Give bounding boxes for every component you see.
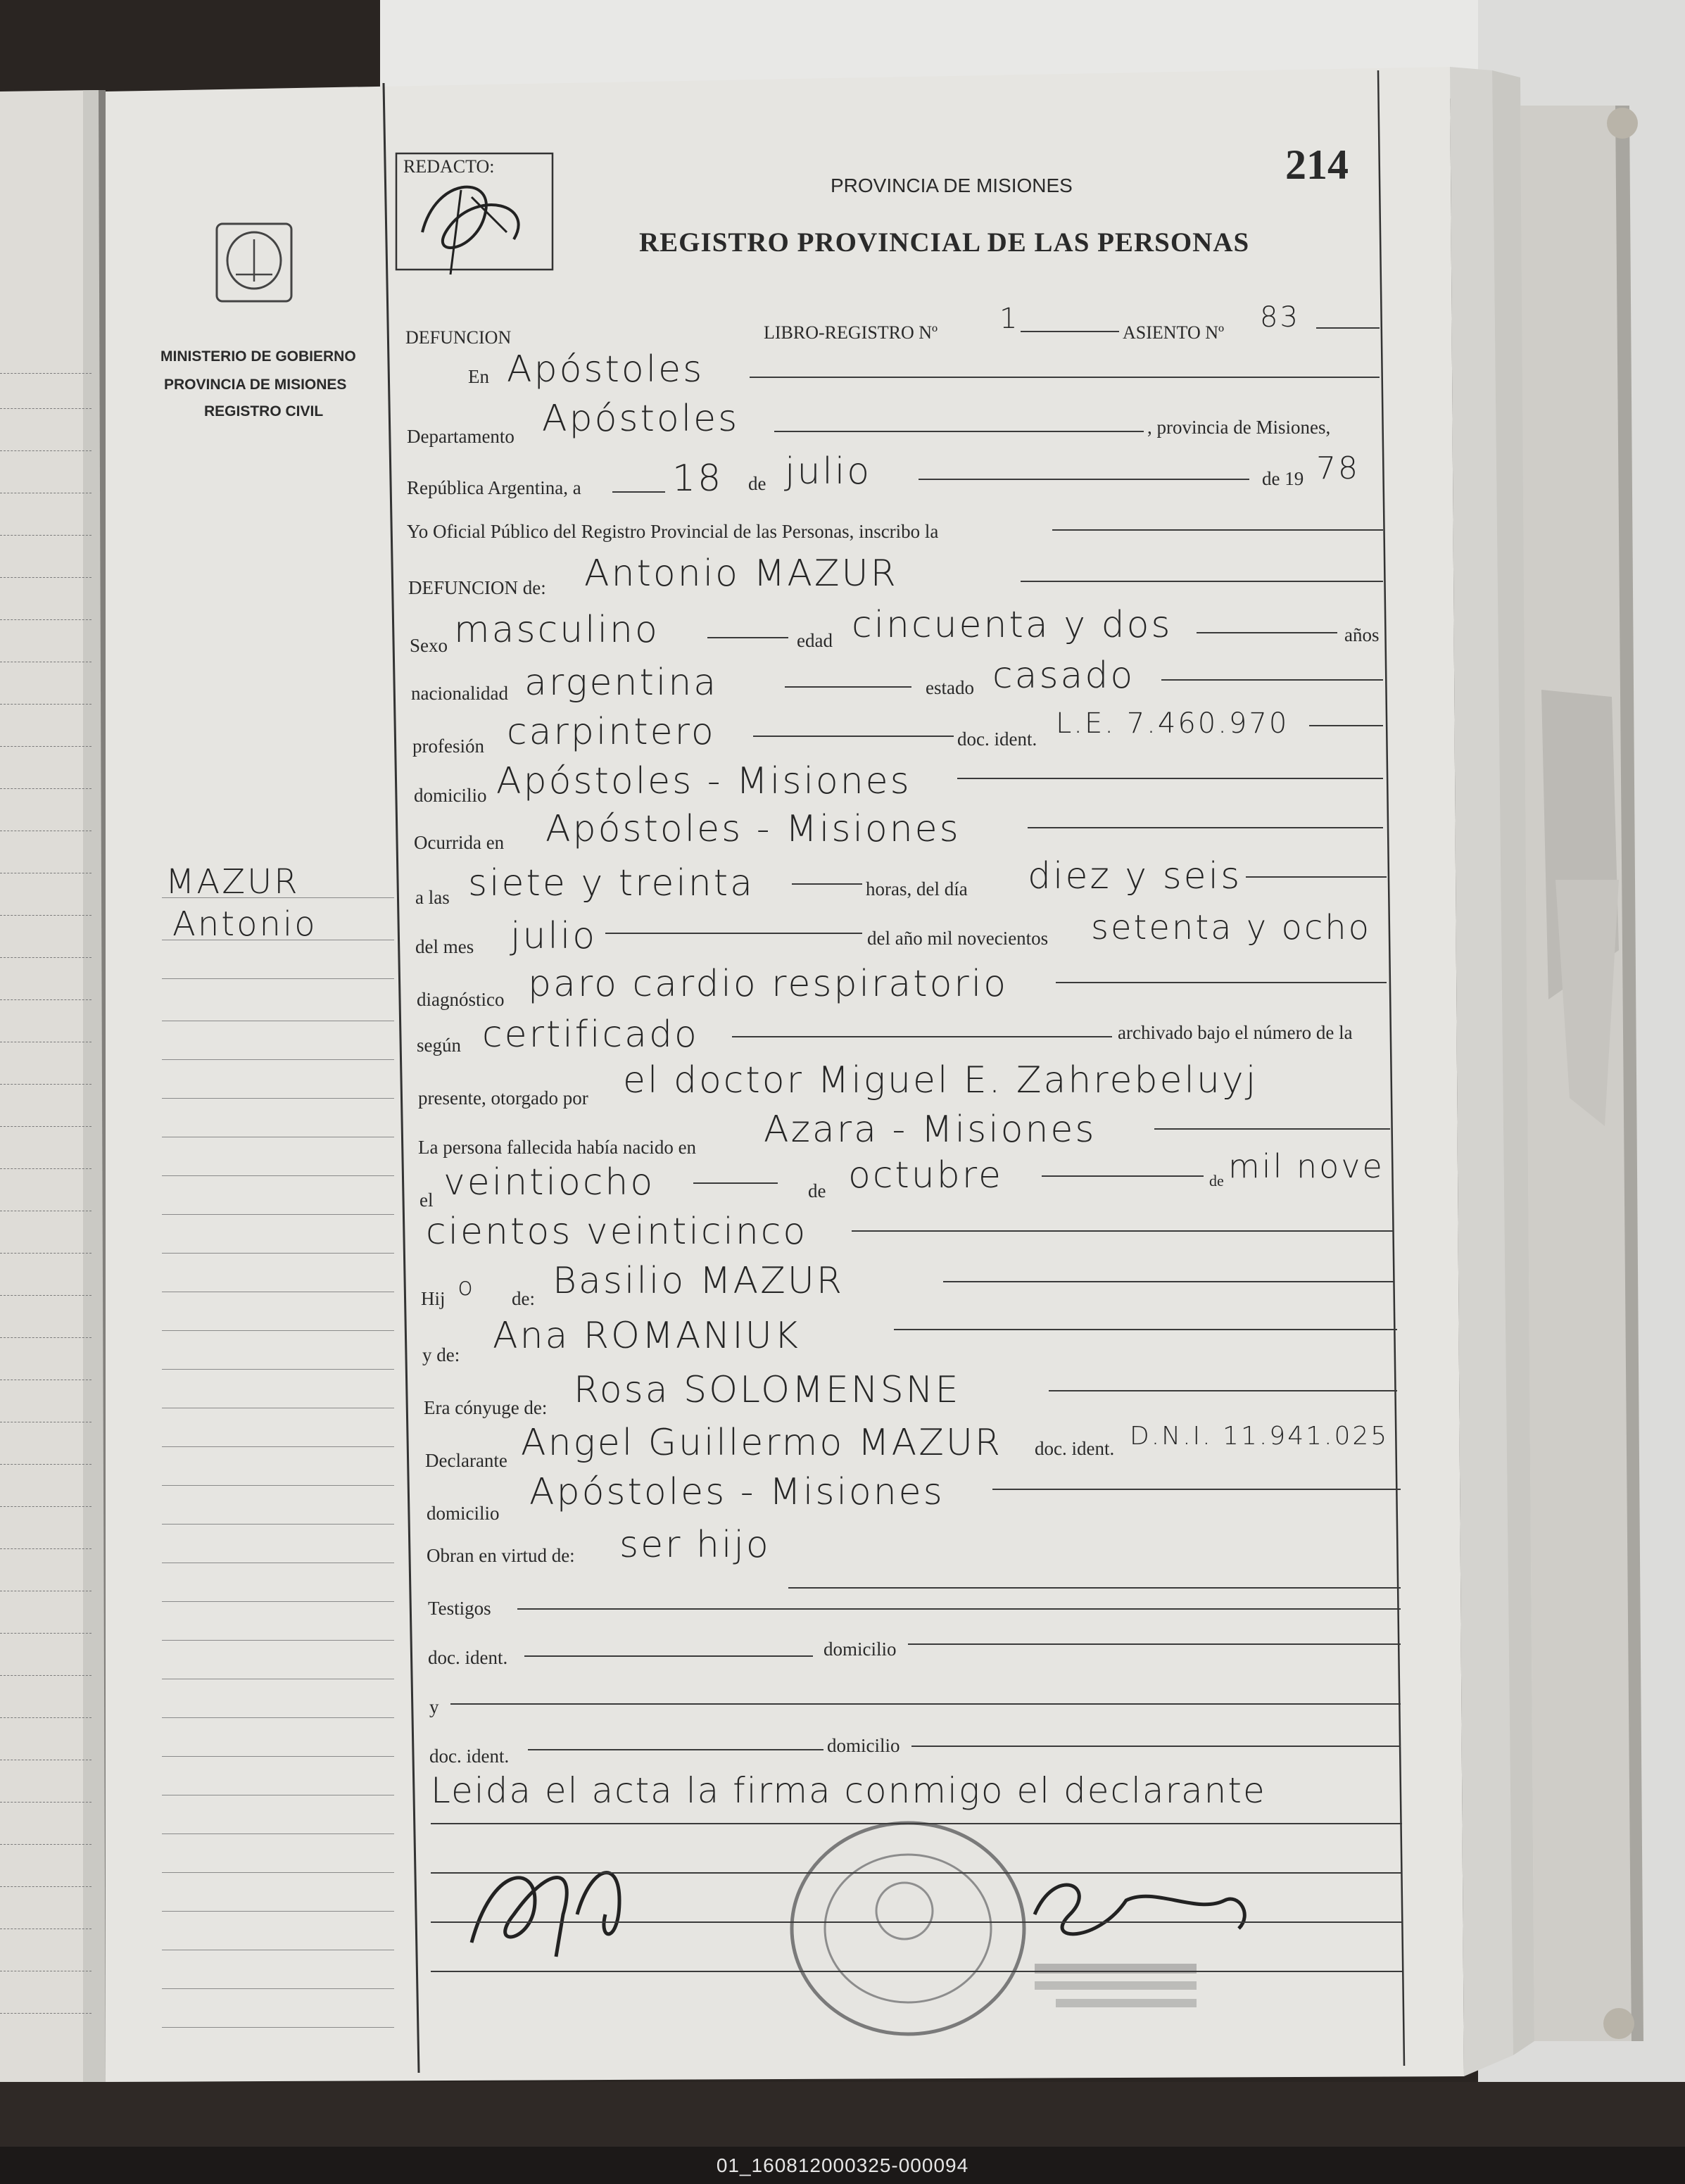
nac-mes-value: octubre — [848, 1154, 1003, 1197]
anios-label: años — [1344, 624, 1380, 645]
sexo-label: Sexo — [410, 635, 448, 656]
nacionalidad-value: argentina — [524, 662, 719, 704]
diagnostico-label: diagnóstico — [417, 989, 505, 1010]
delmes-label: del mes — [415, 936, 474, 957]
closing-text: Leida el acta la firma conmigo el declarante — [431, 1770, 1266, 1811]
image-caption: 01_160812000325-000094 — [0, 2147, 1685, 2184]
redacto-label: REDACTO: — [403, 156, 495, 177]
decl-dom-label: domicilio — [427, 1503, 500, 1524]
dia-value: 18 — [672, 457, 724, 500]
alas-value: siete y treinta — [468, 862, 755, 904]
provincia-label: , provincia de Misiones, — [1147, 417, 1331, 438]
de-label-3: de — [1209, 1172, 1224, 1189]
hijo-label-o: o — [457, 1273, 476, 1301]
defuncion-value: Antonio MAZUR — [584, 553, 898, 595]
de-anio-label: de 19 — [1262, 468, 1304, 489]
ocurrida-value: Apóstoles - Misiones — [545, 808, 961, 850]
declarante-value: Angel Guillermo MAZUR — [521, 1422, 1003, 1464]
el-label: el — [419, 1189, 434, 1211]
doc-ident-label: doc. ident. — [957, 728, 1037, 750]
obran-value: ser hijo — [619, 1524, 771, 1566]
testigos-label: Testigos — [428, 1598, 491, 1619]
horas-label: horas, del día — [866, 878, 968, 900]
margin-surname: MAZUR — [165, 862, 300, 902]
archivado-label: archivado bajo el número de la — [1118, 1022, 1353, 1043]
domicilio-label: domicilio — [414, 785, 487, 806]
decl-dom-value: Apóstoles - Misiones — [529, 1471, 945, 1513]
republica-label: República Argentina, a — [407, 477, 581, 498]
delanio-label: del año mil novecientos — [867, 928, 1049, 949]
nacido-label: La persona fallecida había nacido en — [418, 1137, 697, 1158]
el-value: veintiocho — [443, 1161, 655, 1204]
obran-label: Obran en virtud de: — [427, 1545, 575, 1566]
ministry-line-1: MINISTERIO DE GOBIERNO — [160, 348, 356, 365]
declarante-label: Declarante — [425, 1450, 507, 1471]
decl-doc-label: doc. ident. — [1035, 1438, 1115, 1459]
t1-doc-label: doc. ident. — [428, 1647, 508, 1668]
edad-value: cincuenta y dos — [852, 604, 1173, 646]
departamento-value: Apóstoles — [542, 398, 740, 440]
delmes-value: julio — [510, 915, 598, 957]
yde-label: y de: — [422, 1344, 460, 1365]
anio-value: 78 — [1316, 450, 1360, 486]
departamento-label: Departamento — [407, 426, 515, 447]
delanio-value: setenta y ocho — [1091, 908, 1372, 947]
t1-dom-label: domicilio — [823, 1639, 897, 1660]
hijo-label-a: Hij — [421, 1288, 446, 1309]
estado-label: estado — [926, 677, 974, 698]
diagnostico-value: paro cardio respiratorio — [528, 963, 1009, 1005]
asiento-label: ASIENTO Nº — [1123, 322, 1225, 343]
t2-doc-label: doc. ident. — [429, 1746, 510, 1767]
libro-label: LIBRO-REGISTRO Nº — [764, 322, 938, 343]
ministry-line-2: PROVINCIA DE MISIONES — [164, 377, 347, 393]
hijo-value: Basilio MAZUR — [553, 1260, 844, 1302]
margin-given-name: Antonio — [172, 904, 317, 944]
doc-type-label: DEFUNCION — [405, 327, 512, 348]
edad-label: edad — [797, 630, 833, 651]
t2-dom-label: domicilio — [827, 1735, 900, 1756]
de-label-1: de — [748, 473, 766, 494]
sexo-value: masculino — [454, 609, 660, 651]
en-value: Apóstoles — [507, 348, 705, 391]
profesion-value: carpintero — [507, 711, 716, 753]
alas-label: a las — [415, 887, 450, 908]
dia-muerte-value: diez y seis — [1028, 855, 1242, 897]
y-label: y — [429, 1696, 439, 1717]
oficial-text: Yo Oficial Público del Registro Provincial de las Personas, inscribo la — [407, 521, 939, 542]
conyuge-value: Rosa SOLOMENSNE — [574, 1369, 961, 1411]
segun-label: según — [417, 1035, 461, 1056]
page-number: 214 — [1285, 141, 1349, 188]
yde-value: Ana ROMANIUK — [493, 1315, 800, 1357]
nacido-value: Azara - Misiones — [764, 1109, 1097, 1151]
doc-ident-value: L.E. 7.460.970 — [1056, 707, 1289, 740]
ministry-line-3: REGISTRO CIVIL — [204, 403, 324, 419]
province-heading: PROVINCIA DE MISIONES — [831, 175, 1073, 196]
nacionalidad-label: nacionalidad — [411, 683, 508, 704]
asiento-value: 83 — [1260, 301, 1300, 334]
conyuge-label: Era cónyuge de: — [424, 1397, 548, 1418]
nac-anio-value-1: mil nove — [1228, 1147, 1384, 1185]
estado-value: casado — [992, 655, 1135, 697]
registry-heading: REGISTRO PROVINCIAL DE LAS PERSONAS — [639, 227, 1250, 258]
presente-label: presente, otorgado por — [418, 1087, 588, 1109]
segun-value: certificado — [482, 1014, 699, 1056]
ocurrida-label: Ocurrida en — [414, 832, 505, 853]
de-label-2: de — [808, 1180, 826, 1201]
en-label: En — [468, 366, 489, 387]
profesion-label: profesión — [412, 736, 484, 757]
presente-value: el doctor Miguel E. Zahrebeluyj — [623, 1059, 1258, 1102]
nac-anio-value-2: cientos veinticinco — [426, 1211, 808, 1253]
decl-doc-value: D.N.I. 11.941.025 — [1130, 1422, 1389, 1451]
defuncion-label: DEFUNCION de: — [408, 577, 546, 598]
hijo-label-b: de: — [512, 1288, 535, 1309]
domicilio-value: Apóstoles - Misiones — [496, 760, 911, 802]
mes-value: julio — [785, 450, 872, 493]
libro-value: 1 — [999, 303, 1020, 335]
